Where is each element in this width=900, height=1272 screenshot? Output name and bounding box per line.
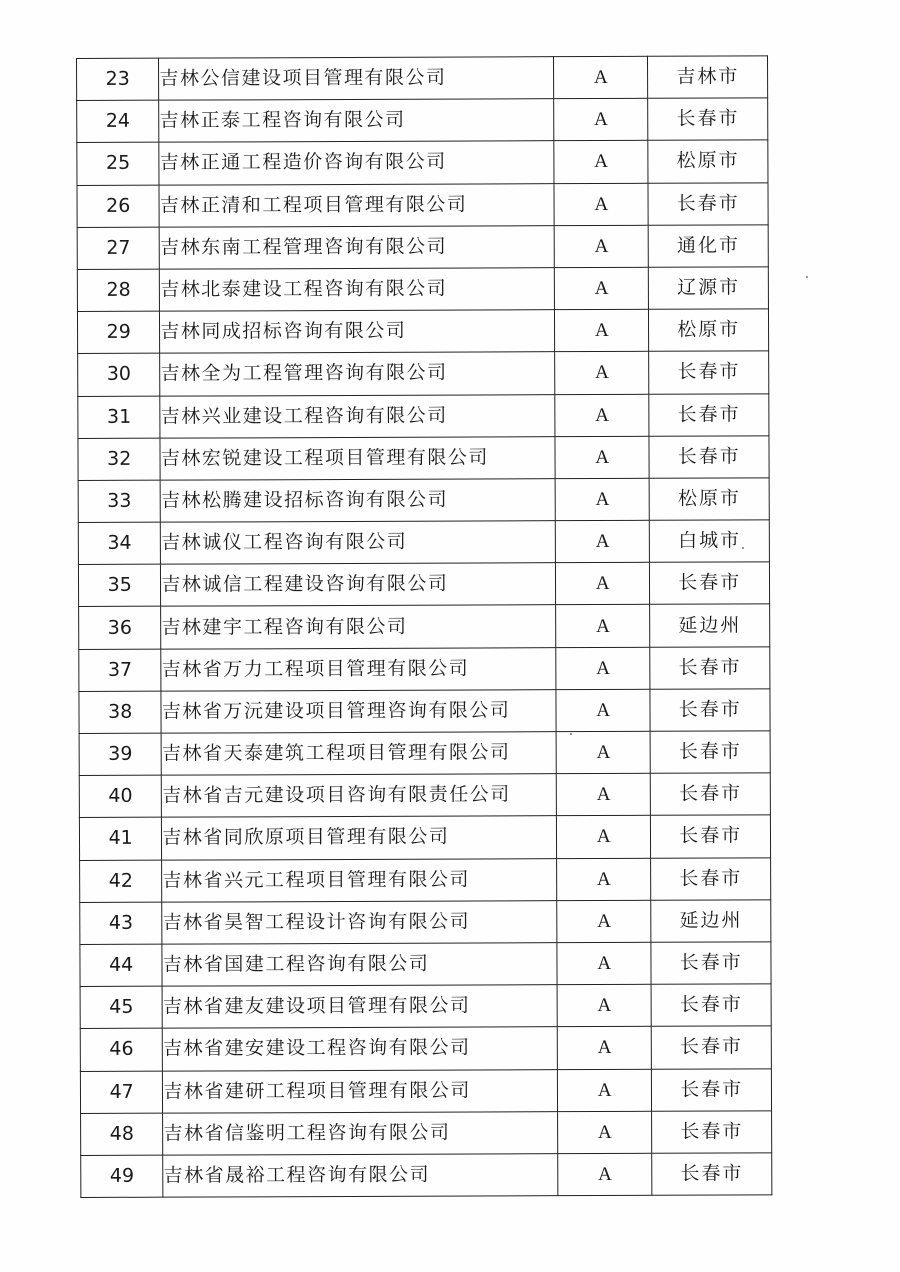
row-number: 30 — [78, 353, 161, 396]
row-number: 37 — [79, 649, 162, 692]
row-number: 48 — [81, 1113, 164, 1156]
company-name: 吉林省国建工程咨询有限公司 — [162, 943, 557, 987]
city: 通化市 — [649, 225, 769, 268]
company-rating-table — [76, 55, 772, 1198]
company-name: 吉林公信建设项目管理有限公司 — [159, 57, 554, 101]
row-number: 28 — [77, 269, 160, 312]
credit-grade: A — [557, 984, 652, 1027]
company-name: 吉林省万力工程项目管理有限公司 — [161, 647, 556, 691]
row-number: 31 — [78, 396, 161, 439]
company-name: 吉林建宇工程咨询有限公司 — [161, 605, 556, 649]
row-number: 46 — [80, 1028, 163, 1071]
scan-speck — [570, 733, 572, 735]
table-row — [80, 1068, 771, 1113]
city: 长春市 — [651, 773, 771, 816]
table-row — [79, 731, 770, 776]
table-row — [77, 56, 768, 101]
city: 长春市 — [652, 1068, 772, 1111]
table-row — [77, 309, 768, 354]
city: 辽源市 — [649, 267, 769, 310]
city: 白城市 — [650, 520, 770, 563]
credit-grade: A — [555, 352, 650, 395]
city: 长春市 — [652, 1026, 772, 1069]
table-row — [78, 351, 769, 396]
table-row — [80, 984, 771, 1029]
credit-grade: A — [555, 436, 650, 479]
credit-grade: A — [556, 605, 651, 648]
company-name: 吉林兴业建设工程咨询有限公司 — [160, 394, 555, 438]
row-number: 36 — [79, 607, 162, 650]
city: 长春市 — [651, 731, 771, 774]
credit-grade: A — [554, 225, 649, 268]
credit-grade: A — [556, 773, 651, 816]
company-name: 吉林正清和工程项目管理有限公司 — [159, 183, 554, 227]
credit-grade: A — [554, 183, 649, 226]
city: 长春市 — [651, 815, 771, 858]
company-name: 吉林省建研工程项目管理有限公司 — [163, 1069, 558, 1113]
scan-speck — [806, 276, 808, 278]
table-row — [78, 393, 769, 438]
table-row — [80, 857, 771, 902]
city: 松原市 — [649, 309, 769, 352]
table-row — [80, 1026, 771, 1071]
row-number: 33 — [78, 480, 161, 523]
credit-grade: A — [555, 520, 650, 563]
row-number: 41 — [79, 818, 162, 861]
city: 长春市 — [648, 98, 768, 141]
table-row — [80, 900, 771, 945]
company-name: 吉林省万沅建设项目管理咨询有限公司 — [161, 689, 556, 733]
table-row — [79, 689, 770, 734]
row-number: 49 — [81, 1155, 164, 1198]
row-number: 45 — [80, 986, 163, 1029]
company-name: 吉林同成招标咨询有限公司 — [160, 310, 555, 354]
table-row — [80, 942, 771, 987]
city: 长春市 — [650, 689, 770, 732]
credit-grade: A — [558, 1153, 653, 1196]
row-number: 26 — [77, 185, 160, 228]
row-number: 25 — [77, 143, 160, 186]
company-name: 吉林全为工程管理咨询有限公司 — [160, 352, 555, 396]
table-row — [77, 267, 768, 312]
company-name: 吉林北泰建设工程咨询有限公司 — [160, 268, 555, 312]
city: 吉林市 — [648, 56, 768, 99]
row-number: 43 — [80, 902, 163, 945]
city: 长春市 — [648, 182, 768, 225]
company-name: 吉林省兴元工程项目管理有限公司 — [162, 858, 557, 902]
row-number: 47 — [80, 1071, 163, 1114]
company-name: 吉林正通工程造价咨询有限公司 — [159, 141, 554, 185]
row-number: 42 — [80, 860, 163, 903]
company-name: 吉林诚仪工程咨询有限公司 — [161, 521, 556, 565]
city: 长春市 — [651, 857, 771, 900]
credit-grade: A — [554, 267, 649, 310]
credit-grade: A — [555, 394, 650, 437]
table-row — [79, 773, 770, 818]
city: 长春市 — [652, 984, 772, 1027]
table-row — [78, 436, 769, 481]
row-number: 35 — [78, 564, 161, 607]
table-row — [79, 646, 770, 691]
city: 长春市 — [649, 436, 769, 479]
credit-grade: A — [557, 1027, 652, 1070]
company-name: 吉林省信鉴明工程咨询有限公司 — [163, 1111, 558, 1155]
row-number: 39 — [79, 733, 162, 776]
company-name: 吉林省晟裕工程咨询有限公司 — [163, 1154, 558, 1198]
company-name: 吉林省建安建设工程咨询有限公司 — [163, 1027, 558, 1071]
credit-grade: A — [554, 98, 649, 141]
table-row — [79, 604, 770, 649]
table-row — [78, 478, 769, 523]
credit-grade: A — [554, 56, 649, 99]
city: 长春市 — [649, 393, 769, 436]
credit-grade: A — [557, 942, 652, 985]
table-row — [77, 98, 768, 143]
credit-grade: A — [556, 731, 651, 774]
company-name: 吉林省建友建设项目管理有限公司 — [162, 985, 557, 1029]
city: 长春市 — [652, 1111, 772, 1154]
city: 松原市 — [650, 478, 770, 521]
city: 长春市 — [652, 1153, 772, 1196]
company-name: 吉林省同欣原项目管理有限公司 — [162, 816, 557, 860]
table-row — [77, 182, 768, 227]
row-number: 40 — [79, 775, 162, 818]
table-row — [81, 1111, 772, 1156]
company-name: 吉林松腾建设招标咨询有限公司 — [160, 479, 555, 523]
credit-grade: A — [555, 563, 650, 606]
company-name: 吉林宏锐建设工程项目管理有限公司 — [160, 436, 555, 480]
table-row — [77, 225, 768, 270]
city: 延边州 — [651, 900, 771, 943]
credit-grade: A — [554, 141, 649, 184]
row-number: 34 — [78, 522, 161, 565]
row-number: 29 — [77, 311, 160, 354]
row-number: 27 — [77, 227, 160, 270]
city: 延边州 — [650, 604, 770, 647]
credit-grade: A — [555, 478, 650, 521]
credit-grade: A — [556, 647, 651, 690]
credit-grade: A — [556, 816, 651, 859]
table-body — [77, 56, 772, 1198]
row-number: 24 — [77, 100, 160, 143]
company-name: 吉林诚信工程建设咨询有限公司 — [161, 563, 556, 607]
table-row — [77, 140, 768, 185]
table-row — [81, 1153, 772, 1198]
row-number: 23 — [77, 58, 160, 101]
table-row — [78, 520, 769, 565]
company-name: 吉林东南工程管理咨询有限公司 — [159, 225, 554, 269]
credit-grade: A — [555, 309, 650, 352]
credit-grade: A — [557, 900, 652, 943]
city: 长春市 — [649, 351, 769, 394]
city: 长春市 — [650, 646, 770, 689]
row-number: 38 — [79, 691, 162, 734]
city: 长春市 — [651, 942, 771, 985]
table-row — [78, 562, 769, 607]
scan-speck — [742, 547, 744, 549]
row-number: 32 — [78, 438, 161, 481]
city: 松原市 — [648, 140, 768, 183]
credit-grade: A — [557, 858, 652, 901]
city: 长春市 — [650, 562, 770, 605]
credit-grade: A — [556, 689, 651, 732]
table-row — [79, 815, 770, 860]
credit-grade: A — [558, 1111, 653, 1154]
credit-grade: A — [557, 1069, 652, 1112]
row-number: 44 — [80, 944, 163, 987]
company-name: 吉林省吉元建设项目咨询有限责任公司 — [162, 774, 557, 818]
company-name: 吉林正泰工程咨询有限公司 — [159, 99, 554, 143]
company-name: 吉林省昊智工程设计咨询有限公司 — [162, 900, 557, 944]
company-name: 吉林省天泰建筑工程项目管理有限公司 — [161, 732, 556, 776]
